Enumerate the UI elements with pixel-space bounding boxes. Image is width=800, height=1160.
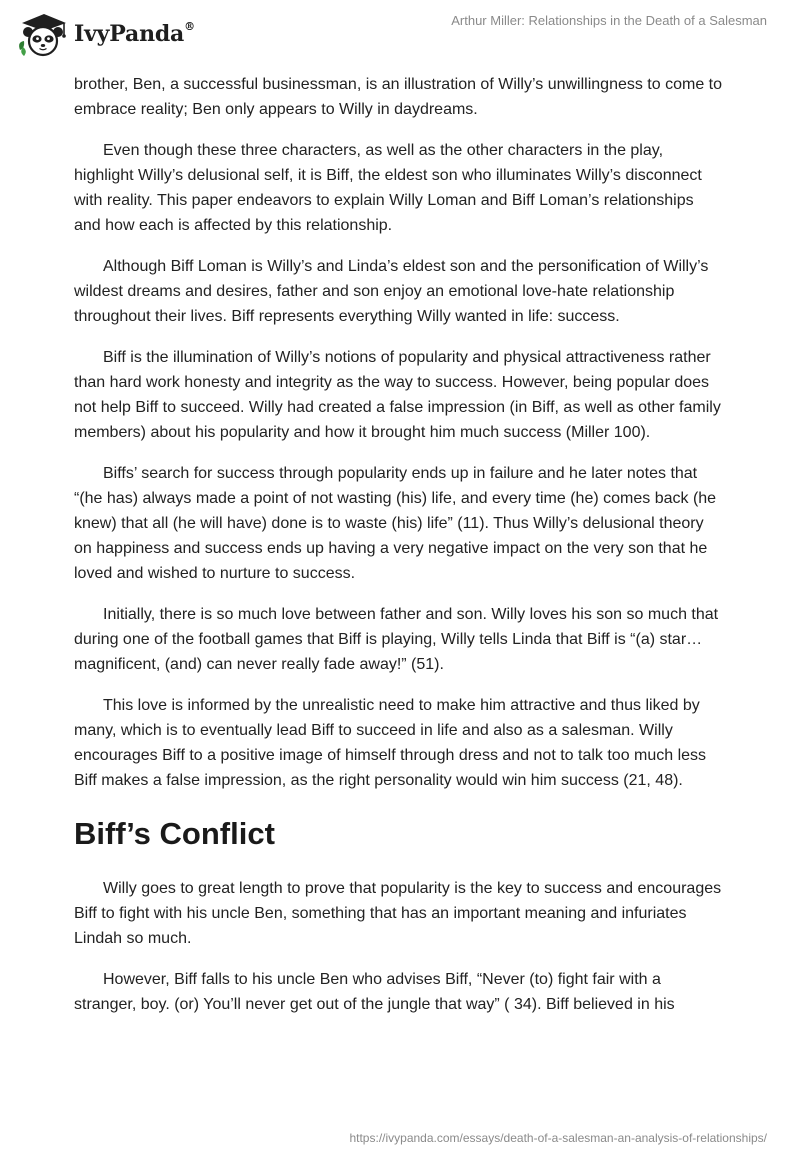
logo-wordmark: IvyPanda (74, 21, 185, 47)
document-title: Arthur Miller: Relationships in the Death of a Salesman (451, 13, 767, 28)
paragraph: Biff is the illumination of Willy’s notions of popularity and physical attractiveness rather than hard work honesty and integrity as the way to success. However, being popular does not help Biff to succeed. Willy had created a false impression (in Biff, as well as other family members) about his popularity and how it brought him much success (Miller 100). (74, 349, 721, 441)
paragraph: Although Biff Loman is Willy’s and Linda’s eldest son and the personification of Willy’s wildest dreams and desires, father and son enjoy an emotional love-hate relationship throughout their lives. Biff represents everything Willy wanted in life: success. (74, 258, 709, 325)
paragraph: Initially, there is so much love between father and son. Willy loves his son so much that during one of the football games that Biff is playing, Willy tells Linda that Biff is “(a) star… magnificent, (and) can never really fade away!” (51). (74, 606, 719, 673)
paragraph: Even though these three characters, as well as the other characters in the play, highlight Willy’s delusional self, it is Biff, the eldest son who illuminates Willy’s disconnect with reality. This paper endeavors to explain Willy Loman and Biff Loman’s relationships and how each is affected by this relationship. (74, 142, 702, 234)
source-url[interactable]: https://ivypanda.com/essays/death-of-a-salesman-an-analysis-of-relationships/ (349, 1131, 767, 1145)
section-heading: Biff’s Conflict (74, 816, 275, 851)
paragraph: However, Biff falls to his uncle Ben who advises Biff, “Never (to) fight fair with a stranger, boy. (or) You’ll never get out of the jungle that way” ( 34). Biff believed in his (74, 971, 675, 1013)
logo-text (74, 21, 195, 47)
paragraph: Willy goes to great length to prove that popularity is the key to success and encourages Biff to fight with his uncle Ben, something that has an important meaning and infuriates Lindah so much. (74, 880, 722, 947)
panda-graduate-icon (14, 6, 70, 62)
page-header (0, 0, 800, 70)
essay-body (74, 72, 724, 1033)
registered-mark: ® (184, 19, 195, 33)
paragraph: Biffs’ search for success through popularity ends up in failure and he later notes that “(he has) always made a point of not wasting (his) life, and every time (he) comes back (he knew) that all (he will have) done is to waste (his) life” (11). Thus Willy’s delusional theory on happiness and success ends up having a very negative impact on the very son that he loved and wished to nurture to success. (74, 465, 717, 582)
ivypanda-logo[interactable] (14, 6, 195, 62)
paragraph: brother, Ben, a successful businessman, is an illustration of Willy’s unwillingness to come to embrace reality; Ben only appears to Willy in daydreams. (74, 76, 723, 118)
paragraph: This love is informed by the unrealistic need to make him attractive and thus liked by many, which is to eventually lead Biff to succeed in life and also as a salesman. Willy encourages Biff to a positive image of himself through dress and not to talk too much less Biff makes a false impression, as the right personality would win him success (21, 48). (74, 697, 707, 789)
